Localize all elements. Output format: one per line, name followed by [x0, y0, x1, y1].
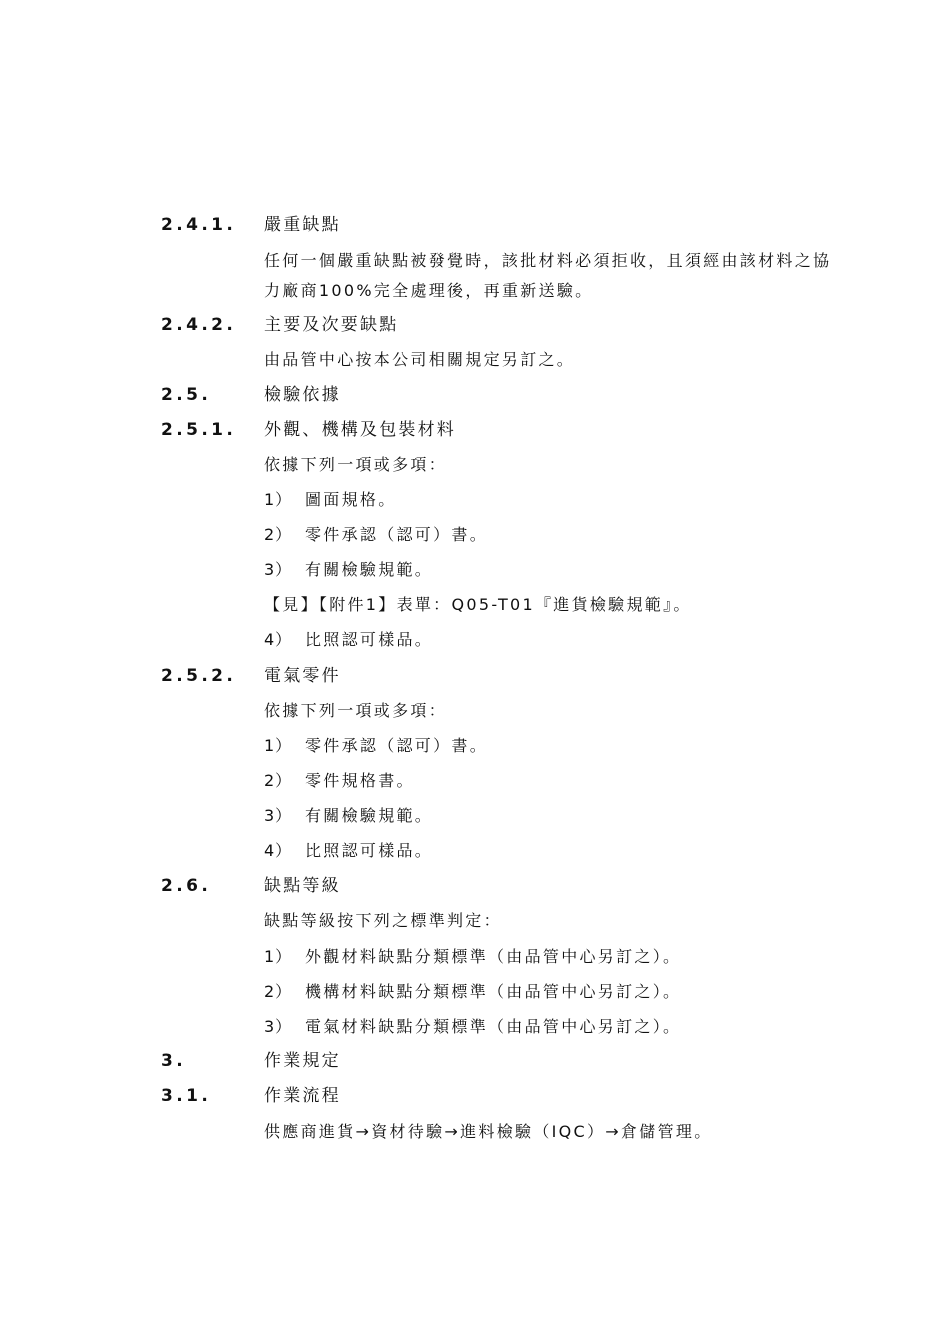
paragraph-text: 依據下列一項或多項：: [264, 701, 448, 720]
section-number: 3.1.: [161, 1086, 212, 1106]
reference-note-text: 【見】【附件1】表單：Q05-T01『進貨檢驗規範』。: [264, 595, 692, 614]
section-title: 外觀、機構及包裝材料: [264, 420, 456, 440]
paragraph-text: 任何一個嚴重缺點被發覺時，該批材料必須拒收，且須經由該材料之協: [264, 251, 832, 270]
list-item-number: 2）: [264, 771, 293, 790]
list-item-number: 3）: [264, 560, 293, 579]
paragraph-text: 力廠商100%完全處理後，再重新送驗。: [264, 281, 594, 300]
section-number: 2.4.1.: [161, 215, 237, 235]
section-title: 作業流程: [264, 1086, 341, 1106]
section-number: 2.5.1.: [161, 420, 237, 440]
list-item-number: 1）: [264, 736, 293, 755]
list-item-number: 1）: [264, 490, 293, 509]
list-item-text: 零件規格書。: [305, 771, 415, 790]
list-item-number: 2）: [264, 982, 293, 1001]
section-title: 作業規定: [264, 1051, 341, 1071]
section-title: 嚴重缺點: [264, 215, 341, 235]
section-title: 檢驗依據: [264, 385, 341, 405]
section-title: 缺點等級: [264, 876, 341, 896]
paragraph-text: 缺點等級按下列之標準判定：: [264, 911, 502, 930]
list-item-text: 電氣材料缺點分類標準（由品管中心另訂之）。: [305, 1017, 682, 1036]
section-number: 2.5.: [161, 385, 212, 405]
list-item-number: 4）: [264, 841, 293, 860]
list-item-text: 比照認可樣品。: [305, 630, 434, 649]
list-item-text: 比照認可樣品。: [305, 841, 434, 860]
section-number: 2.6.: [161, 876, 212, 896]
process-flow-text: 供應商進貨→資材待驗→進料檢驗（IQC）→倉儲管理。: [264, 1122, 713, 1141]
section-number: 3.: [161, 1051, 187, 1071]
list-item-text: 外觀材料缺點分類標準（由品管中心另訂之）。: [305, 947, 682, 966]
list-item-text: 有關檢驗規範。: [305, 806, 434, 825]
list-item-text: 零件承認（認可）書。: [305, 736, 489, 755]
paragraph-text: 由品管中心按本公司相關規定另訂之。: [264, 350, 576, 369]
list-item-number: 4）: [264, 630, 293, 649]
list-item-text: 機構材料缺點分類標準（由品管中心另訂之）。: [305, 982, 682, 1001]
list-item-number: 3）: [264, 806, 293, 825]
list-item-number: 3）: [264, 1017, 293, 1036]
section-title: 主要及次要缺點: [264, 315, 399, 335]
section-number: 2.5.2.: [161, 666, 237, 686]
list-item-text: 圖面規格。: [305, 490, 397, 509]
list-item-number: 1）: [264, 947, 293, 966]
list-item-text: 零件承認（認可）書。: [305, 525, 489, 544]
section-number: 2.4.2.: [161, 315, 237, 335]
list-item-text: 有關檢驗規範。: [305, 560, 434, 579]
paragraph-text: 依據下列一項或多項：: [264, 455, 448, 474]
section-title: 電氣零件: [264, 666, 341, 686]
list-item-number: 2）: [264, 525, 293, 544]
